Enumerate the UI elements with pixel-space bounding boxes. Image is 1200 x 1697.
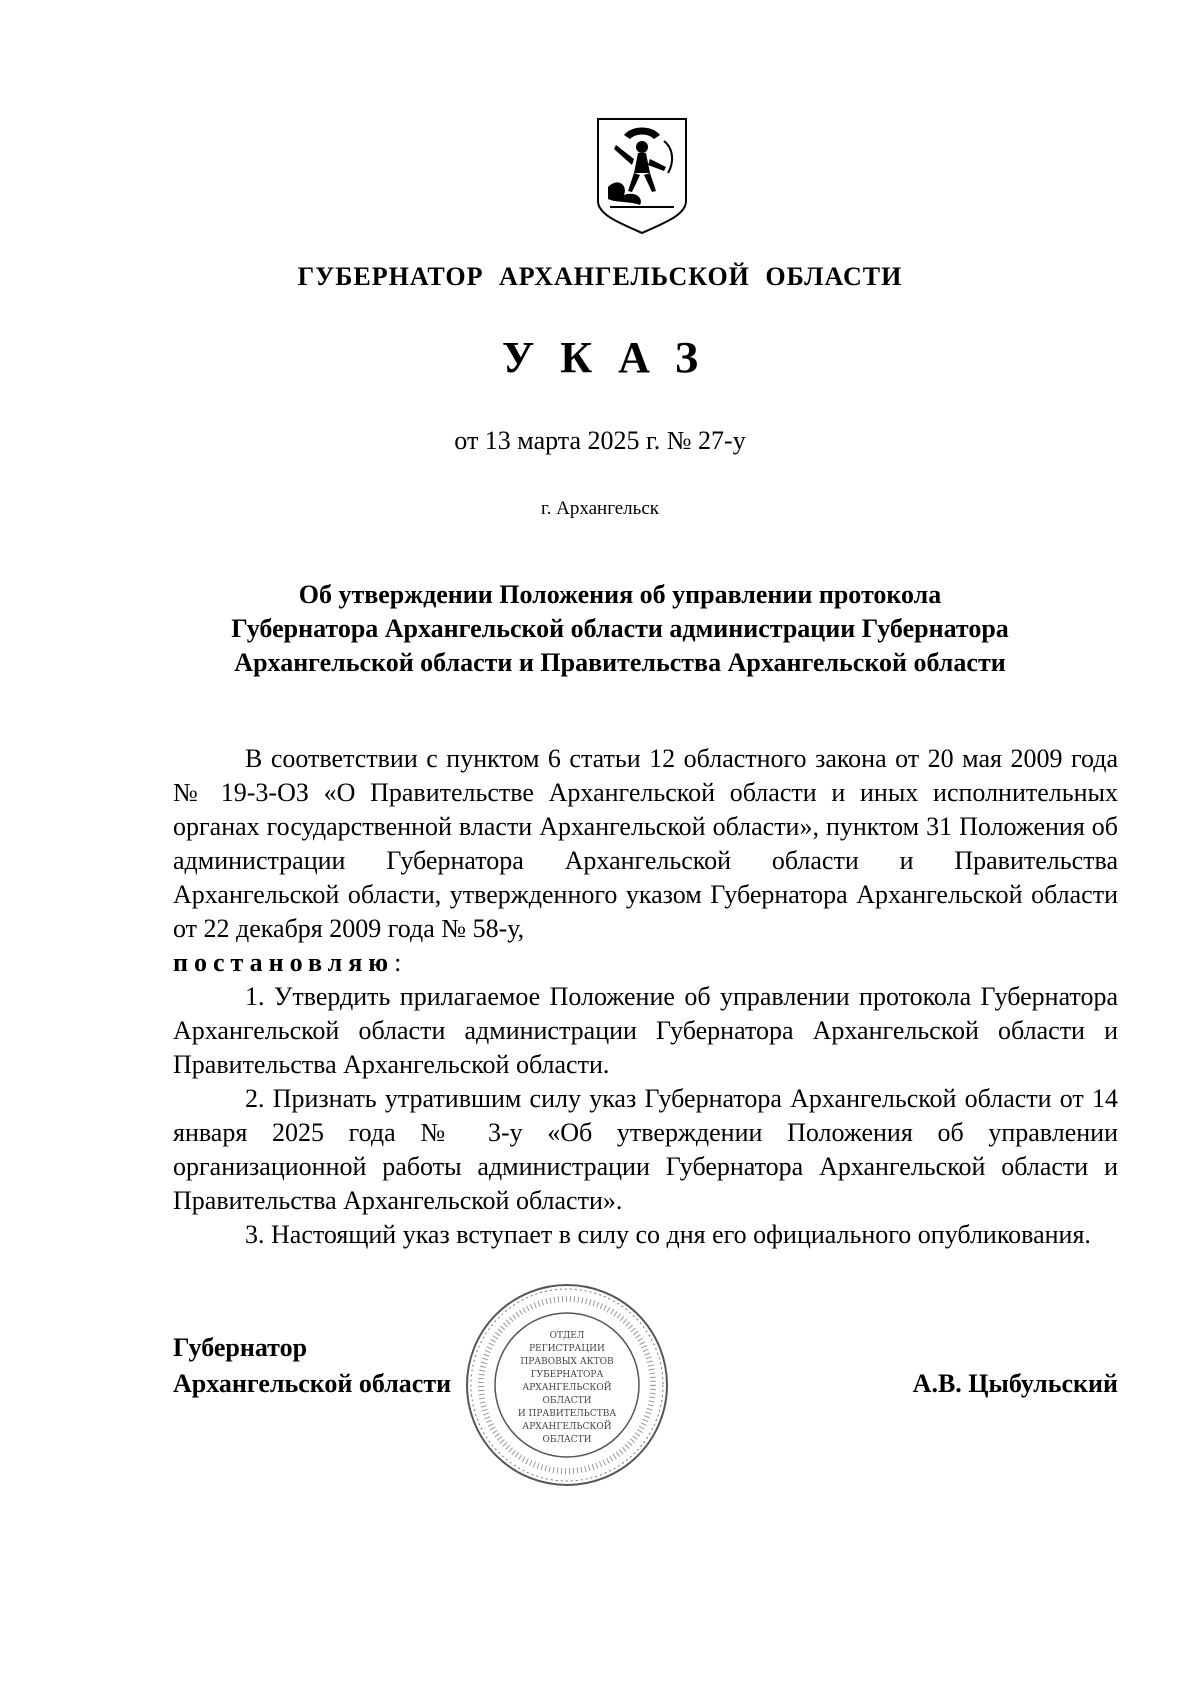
document-type: УКАЗ bbox=[501, 333, 725, 382]
title-line: Архангельской области и Правительства Архангельской области bbox=[234, 648, 1006, 677]
signatory-position bbox=[173, 1330, 451, 1402]
decree-paragraph bbox=[173, 946, 1118, 980]
signatory-name: А.В. Цыбульский bbox=[912, 1369, 1118, 1398]
stamp-line: АРХАНГЕЛЬСКОЙ bbox=[522, 1422, 612, 1432]
stamp-line: ОБЛАСТИ bbox=[542, 1396, 592, 1406]
official-stamp-icon bbox=[462, 1280, 672, 1490]
stamp-line: ГУБЕРНАТОРА bbox=[530, 1370, 604, 1380]
date-and-number: от 13 марта 2025 г. № 27-у bbox=[454, 426, 746, 455]
preamble-text: В соответствии с пунктом 6 статьи 12 областного закона от 20 мая 2009 года № 19-3-ОЗ «О Правительстве Архангельской области и иных исполнительных органах государственной власти Архангельской области», пунктом 31 Положения об администрации Губернатора Архангельской области и Правительства Архангельской области, утвержденного указом Губернатора Архангельской области от 22 декабря 2009 года № 58-у, bbox=[173, 744, 1118, 943]
title-line: Об утверждении Положения об управлении протокола bbox=[298, 580, 942, 609]
position-line: Губернатор bbox=[173, 1333, 308, 1362]
city: г. Архангельск bbox=[540, 498, 659, 519]
document-body bbox=[173, 742, 1118, 1252]
item-paragraph: 3. Настоящий указ вступает в силу со дня его официального опубликования. bbox=[245, 1220, 1091, 1249]
issuer-title: ГУБЕРНАТОР АРХАНГЕЛЬСКОЙ ОБЛАСТИ bbox=[297, 262, 903, 291]
preamble-paragraph bbox=[173, 742, 1118, 946]
item-paragraph: 1. Утвердить прилагаемое Положение об управлении протокола Губернатора Архангельской области администрации Губернатора Архангельской области и Правительства Архангельской области. bbox=[173, 982, 1118, 1079]
stamp-line: АРХАНГЕЛЬСКОЙ bbox=[522, 1383, 612, 1393]
coat-of-arms-icon bbox=[594, 115, 690, 237]
position-line: Архангельской области bbox=[173, 1369, 452, 1398]
stamp-line: РЕГИСТРАЦИИ bbox=[529, 1344, 605, 1354]
item-paragraph: 2. Признать утратившим силу указ Губернатора Архангельской области от 14 января 2025 года № 3-у «Об утверждении Положения об управлении организационной работы администрации Губернатора Архангельской области и Правительства Архангельской области». bbox=[173, 1084, 1118, 1215]
stamp-line: ОТДЕЛ bbox=[549, 1331, 585, 1341]
stamp-line: ПРАВОВЫХ АКТОВ bbox=[520, 1357, 614, 1367]
stamp-line: ОБЛАСТИ bbox=[542, 1435, 592, 1445]
decree-word: постановляю bbox=[173, 948, 395, 977]
title-line: Губернатора Архангельской области администрации Губернатора bbox=[231, 614, 1009, 643]
document-title bbox=[170, 578, 1070, 680]
decree-colon: : bbox=[394, 948, 402, 977]
stamp-line: И ПРАВИТЕЛЬСТВА bbox=[517, 1409, 617, 1419]
